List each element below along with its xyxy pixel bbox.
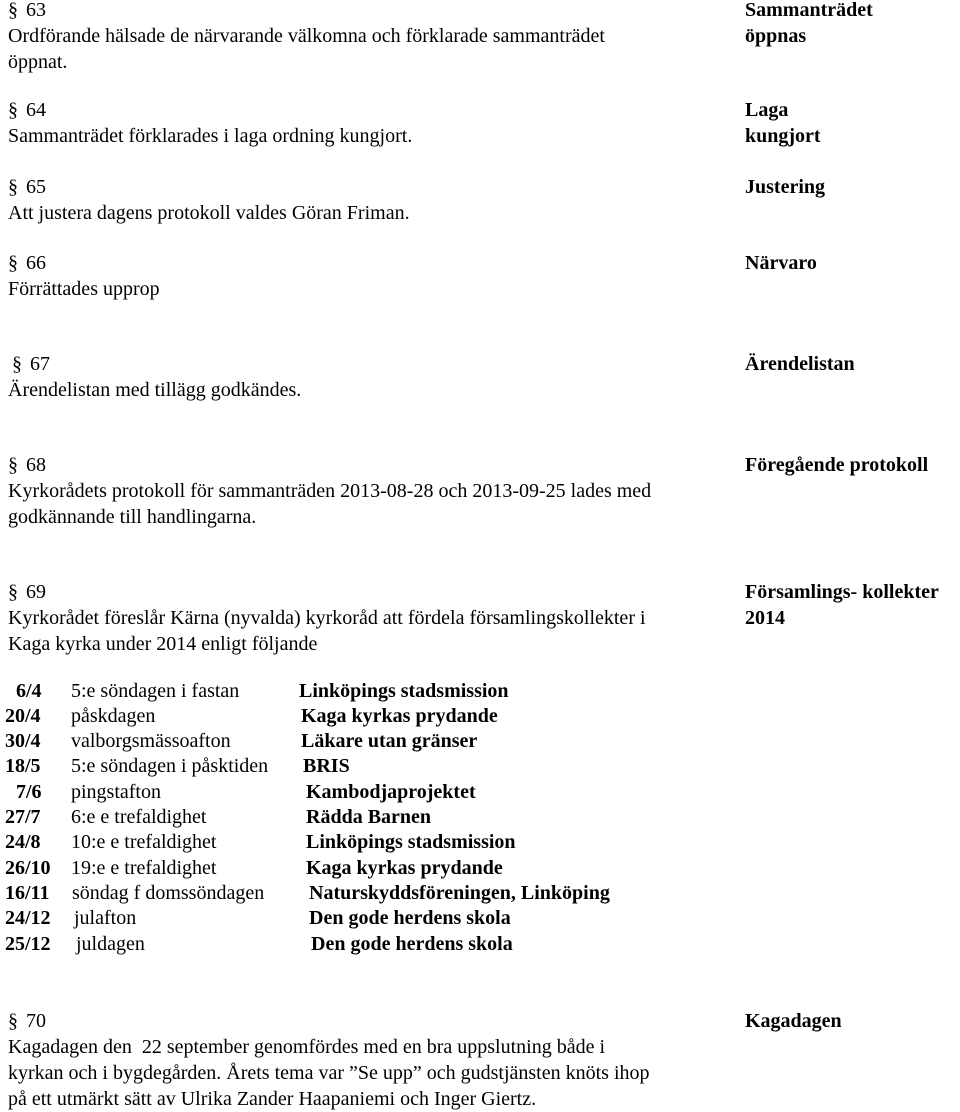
collection-date: 20/4: [5, 705, 41, 727]
section-number: 68: [26, 454, 46, 476]
section-text-line: på ett utmärkt sätt av Ulrika Zander Haapaniemi och Inger Giertz.: [8, 1088, 537, 1110]
margin-heading-66: Närvaro: [745, 252, 817, 274]
collection-date: 30/4: [5, 730, 41, 752]
section-text-line: Ärendelistan med tillägg godkändes.: [8, 379, 302, 401]
collection-recipient: Linköpings stadsmission: [299, 680, 509, 702]
collection-day: 19:e e trefaldighet: [71, 857, 217, 879]
margin-heading-69: Församlings- kollekter 2014: [745, 581, 939, 629]
collection-day: juldagen: [76, 933, 145, 955]
collection-date: 16/11: [5, 882, 50, 904]
section-symbol: §: [12, 353, 22, 375]
section-text-line: Kyrkorådets protokoll för sammanträden 2013-08-28 och 2013-09-25 lades med: [8, 480, 652, 502]
collection-recipient: Naturskyddsföreningen, Linköping: [309, 882, 610, 904]
section-69: [8, 579, 728, 657]
section-symbol: §: [8, 99, 18, 121]
margin-heading-67: Ärendelistan: [745, 353, 855, 375]
section-67: [8, 351, 728, 403]
collection-day: pingstafton: [71, 781, 161, 803]
collection-recipient: Kaga kyrkas prydande: [301, 705, 498, 727]
collection-recipient: Kaga kyrkas prydande: [306, 857, 503, 879]
section-number: 66: [26, 252, 46, 274]
margin-heading-63: Sammanträdet öppnas: [745, 0, 873, 47]
section-symbol: §: [8, 252, 18, 274]
collections-table: [0, 678, 720, 963]
collection-recipient: Linköpings stadsmission: [306, 831, 516, 853]
section-68: [8, 452, 728, 530]
section-number: 63: [26, 0, 46, 21]
collection-date: 18/5: [5, 755, 41, 777]
collection-day: valborgsmässoafton: [71, 730, 231, 752]
collection-day: 6:e e trefaldighet: [71, 806, 207, 828]
collection-day: påskdagen: [71, 705, 156, 727]
collection-day: julafton: [74, 907, 137, 929]
collection-date: 26/10: [5, 857, 51, 879]
section-text-line: Sammanträdet förklarades i laga ordning kungjort.: [8, 125, 413, 147]
collection-day: 5:e söndagen i påsktiden: [71, 755, 269, 777]
margin-heading-64: Laga kungjort: [745, 99, 821, 147]
section-text-line: öppnat.: [8, 51, 68, 73]
section-70: [8, 1008, 728, 1112]
section-symbol: §: [8, 454, 18, 476]
collection-recipient: Rädda Barnen: [306, 806, 432, 828]
margin-heading-68: Föregående protokoll: [745, 454, 929, 476]
section-text-line: Kagadagen den 22 september genomfördes med en bra uppslutning både i: [8, 1036, 606, 1058]
section-symbol: §: [8, 0, 18, 21]
section-text-line: Att justera dagens protokoll valdes Göran Friman.: [8, 202, 410, 224]
section-65: [8, 174, 728, 226]
collection-day: 10:e e trefaldighet: [71, 831, 217, 853]
collection-recipient: Kambodjaprojektet: [306, 781, 476, 803]
section-64: [8, 97, 728, 149]
section-text-line: Kaga kyrka under 2014 enligt följande: [8, 633, 318, 655]
collection-date: 25/12: [5, 933, 51, 955]
section-text-line: Förrättades upprop: [8, 278, 160, 300]
section-text-line: kyrkan och i bygdegården. Årets tema var ”Se upp” och gudstjänsten knöts ihop: [8, 1062, 650, 1084]
section-text-line: godkännande till handlingarna.: [8, 506, 257, 528]
section-text-line: Ordförande hälsade de närvarande välkomna och förklarade sammanträdet: [8, 25, 605, 47]
section-symbol: §: [8, 1010, 18, 1032]
collection-day: 5:e söndagen i fastan: [71, 680, 240, 702]
collection-recipient: Läkare utan gränser: [301, 730, 478, 752]
collection-date: 7/6: [16, 781, 42, 803]
collection-recipient: BRIS: [303, 755, 350, 777]
margin-heading-70: Kagadagen: [745, 1010, 842, 1032]
section-number: 64: [26, 99, 46, 121]
margin-heading-65: Justering: [745, 176, 825, 198]
section-number: 70: [26, 1010, 46, 1032]
collection-date: 27/7: [5, 806, 41, 828]
collection-recipient: Den gode herdens skola: [311, 933, 513, 955]
section-66: [8, 250, 728, 302]
section-number: 65: [26, 176, 46, 198]
collection-recipient: Den gode herdens skola: [309, 907, 511, 929]
section-number: 69: [26, 581, 46, 603]
collection-date: 24/12: [5, 907, 51, 929]
section-symbol: §: [8, 176, 18, 198]
section-symbol: §: [8, 581, 18, 603]
collection-date: 24/8: [5, 831, 41, 853]
collection-date: 6/4: [16, 680, 42, 702]
section-number: 67: [30, 353, 50, 375]
collection-day: söndag f domssöndagen: [72, 882, 265, 904]
section-63: [8, 0, 728, 75]
section-text-line: Kyrkorådet föreslår Kärna (nyvalda) kyrkoråd att fördela församlingskollekter i: [8, 607, 646, 629]
